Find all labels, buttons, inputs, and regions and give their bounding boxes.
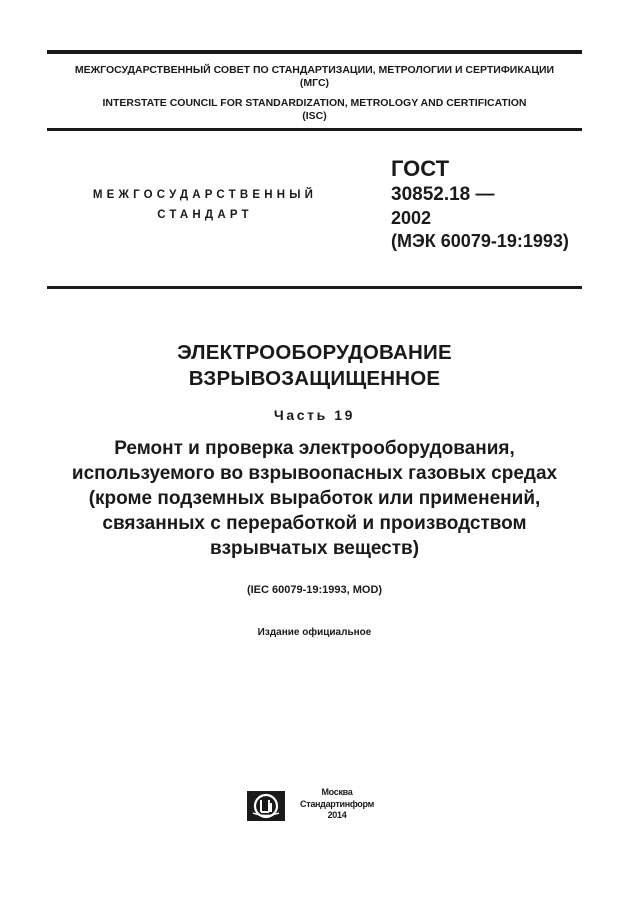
document-title <box>47 340 582 392</box>
gost-year: 2002 <box>391 208 432 228</box>
council-ru-name: МЕЖГОСУДАРСТВЕННЫЙ СОВЕТ ПО СТАНДАРТИЗАЦИИ, МЕТРОЛОГИИ И СЕРТИФИКАЦИИ <box>74 64 555 76</box>
gost-label: ГОСТ <box>391 156 450 181</box>
publisher-city: Москва <box>321 787 353 797</box>
council-en-name: INTERSTATE COUNCIL FOR STANDARDIZATION, METROLOGY AND CERTIFICATION <box>102 97 527 109</box>
council-en <box>47 97 582 123</box>
gost-number: 30852.18 — <box>391 184 495 205</box>
council-ru-abbr: (МГС) <box>299 77 330 89</box>
edition-note: Издание официальное <box>257 627 372 638</box>
council-ru <box>47 64 582 90</box>
standard-kind-line2: СТАНДАРТ <box>157 209 253 221</box>
title-divider <box>47 286 582 289</box>
document-title-line2: ВЗРЫВОЗАЩИЩЕННОЕ <box>188 367 441 390</box>
top-rule <box>47 50 582 54</box>
iec-reference: (IEC 60079-19:1993, MOD) <box>246 584 383 596</box>
part-number: Часть 19 <box>273 407 356 423</box>
standartinform-logo-icon <box>247 791 285 821</box>
subtitle-line4: связанных с переработкой и производством <box>102 513 527 534</box>
gost-iec-equivalent: (МЭК 60079-19:1993) <box>391 231 569 251</box>
council-en-abbr: (ISC) <box>302 110 327 122</box>
standard-kind-line1: МЕЖГОСУДАРСТВЕННЫЙ <box>92 189 318 201</box>
subtitle-line3: (кроме подземных выработок или применений, <box>88 488 541 509</box>
gost-designation <box>391 154 569 253</box>
header-divider <box>47 128 582 131</box>
subtitle-line1: Ремонт и проверка электрооборудования, <box>114 438 515 459</box>
subtitle-line5: взрывчатых веществ) <box>209 538 420 559</box>
standard-kind <box>70 185 340 225</box>
document-title-line1: ЭЛЕКТРООБОРУДОВАНИЕ <box>177 341 452 364</box>
publisher-year: 2014 <box>327 810 347 820</box>
document-subtitle <box>47 436 582 561</box>
publisher-name: Стандартинформ <box>300 798 374 809</box>
publisher <box>292 787 382 822</box>
subtitle-line2: используемого во взрывоопасных газовых средах <box>71 463 558 484</box>
